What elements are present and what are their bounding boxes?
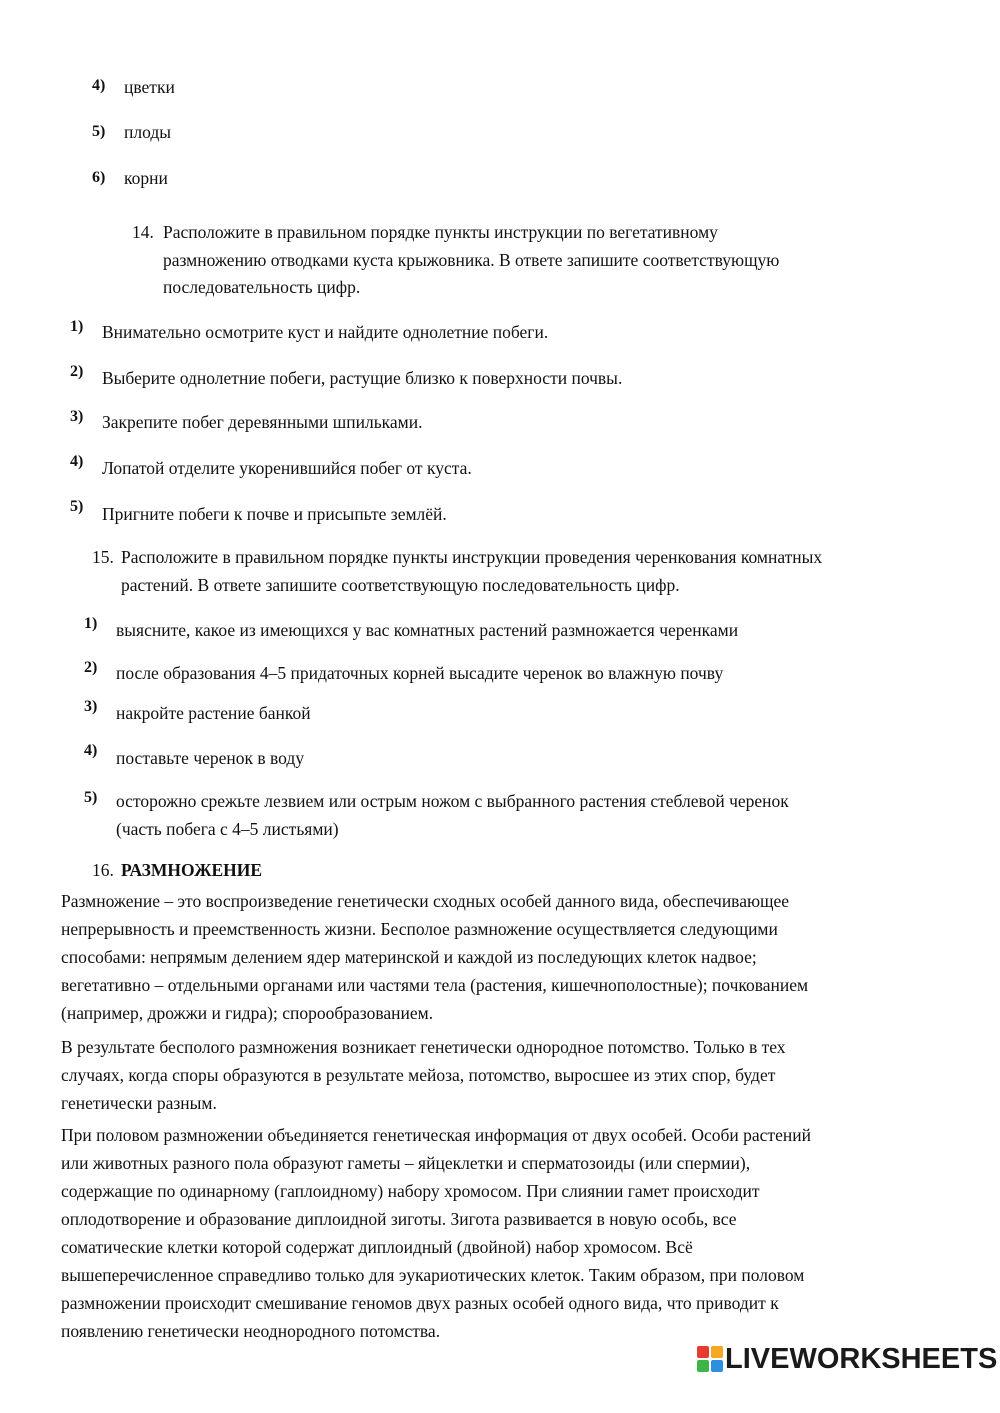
list-number: 4) — [92, 77, 106, 94]
question-text-line: Расположите в правильном порядке пункты инструкции по вегетативному — [163, 222, 718, 242]
paragraph-2 — [61, 1033, 941, 1117]
paragraph-line: или животных разного пола образуют гаметы – яйцеклетки и сперматозоиды (или спермии), — [61, 1153, 751, 1173]
list-item-text: цветки — [124, 77, 175, 97]
paragraph-line: соматические клетки которой содержат диплоидный (двойной) набор хромосом. Всё — [61, 1237, 693, 1257]
paragraph-line: способами: непрямым делением ядер материнской и каждой из последующих клеток надвое; — [61, 947, 757, 967]
paragraph-1 — [61, 887, 941, 1027]
list-number: 2) — [84, 659, 98, 676]
question-text-line: Расположите в правильном порядке пункты инструкции проведения черенкования комнатных — [121, 547, 823, 567]
list-number: 1) — [70, 318, 84, 335]
paragraph-line: генетически разным. — [61, 1093, 217, 1113]
list-number: 3) — [84, 698, 98, 715]
list-item-text: корни — [124, 168, 168, 188]
logo-block — [697, 1360, 709, 1372]
logo-block — [697, 1346, 709, 1358]
paragraph-line: случаях, когда споры образуются в результате мейоза, потомство, выросшее из этих спор, будет — [61, 1065, 776, 1085]
question-text-line: растений. В ответе запишите соответствующую последовательность цифр. — [121, 575, 680, 595]
section-title-text: РАЗМНОЖЕНИЕ — [121, 860, 263, 880]
logo-block — [711, 1346, 723, 1358]
logo-block — [711, 1360, 723, 1372]
list-number: 3) — [70, 408, 84, 425]
paragraph-line: вышеперечисленное справедливо только для эукариотических клеток. Таким образом, при половом — [61, 1265, 805, 1285]
list-item-text: Лопатой отделите укоренившийся побег от куста. — [102, 458, 472, 478]
question-text-line: размножению отводками куста крыжовника. В ответе запишите соответствующую — [163, 250, 780, 270]
list-item-text: плоды — [124, 122, 172, 142]
liveworksheets-logo[interactable] — [697, 1344, 997, 1374]
list-number: 6) — [92, 169, 106, 186]
list-number: 5) — [92, 123, 106, 140]
list-item-text: Внимательно осмотрите куст и найдите однолетние побеги. — [102, 322, 549, 342]
list-number: 5) — [84, 789, 98, 806]
logo-blocks-icon — [697, 1346, 723, 1372]
paragraph-line: В результате бесполого размножения возникает генетически однородное потомство. Только в тех — [61, 1037, 786, 1057]
paragraph-line: непрерывность и преемственность жизни. Бесполое размножение осуществляется следующими — [61, 919, 778, 939]
paragraph-line: оплодотворение и образование диплоидной зиготы. Зигота развивается в новую особь, все — [61, 1209, 737, 1229]
section-title — [121, 856, 262, 884]
list-number: 4) — [70, 453, 84, 470]
paragraph-line: Размножение – это воспроизведение генетически сходных особей данного вида, обеспечивающее — [61, 891, 790, 911]
question-number: 15. — [92, 547, 114, 567]
list-item-text: после образования 4–5 придаточных корней высадите черенок во влажную почву — [116, 663, 724, 683]
list-item-text: выясните, какое из имеющихся у вас комнатных растений размножается черенками — [116, 620, 739, 640]
list-item-text: Закрепите побег деревянными шпильками. — [102, 412, 423, 432]
paragraph-line: размножении происходит смешивание геномов двух разных особей одного вида, что приводит к — [61, 1293, 779, 1313]
question-number: 16. — [92, 860, 114, 880]
logo-text: LIVEWORKSHEETS — [725, 1342, 998, 1375]
list-item-text: Пригните побеги к почве и присыпьте землёй. — [102, 504, 447, 524]
list-number: 4) — [84, 742, 98, 759]
question-number: 14. — [132, 222, 154, 242]
question-text-line: последовательность цифр. — [163, 277, 361, 297]
list-item-text: поставьте черенок в воду — [116, 748, 305, 768]
list-number: 1) — [84, 615, 98, 632]
paragraph-line: (например, дрожжи и гидра); спорообразованием. — [61, 1003, 434, 1023]
list-number: 2) — [70, 363, 84, 380]
list-item-text: осторожно срежьте лезвием или острым ножом с выбранного растения стеблевой черенок — [116, 791, 789, 811]
list-item-text-continued: (часть побега с 4–5 листьями) — [116, 819, 339, 839]
list-number: 5) — [70, 498, 84, 515]
paragraph-line: При половом размножении объединяется генетическая информация от двух особей. Особи растений — [61, 1125, 811, 1145]
paragraph-line: содержащие по одинарному (гаплоидному) набору хромосом. При слиянии гамет происходит — [61, 1181, 760, 1201]
list-item-text: накройте растение банкой — [116, 703, 311, 723]
list-item-text: Выберите однолетние побеги, растущие близко к поверхности почвы. — [102, 368, 623, 388]
paragraph-line: вегетативно – отдельными органами или частями тела (растения, кишечнополостные); почкованием — [61, 975, 809, 995]
paragraph-3 — [61, 1121, 941, 1345]
paragraph-line: появлению генетически неоднородного потомства. — [61, 1321, 441, 1341]
